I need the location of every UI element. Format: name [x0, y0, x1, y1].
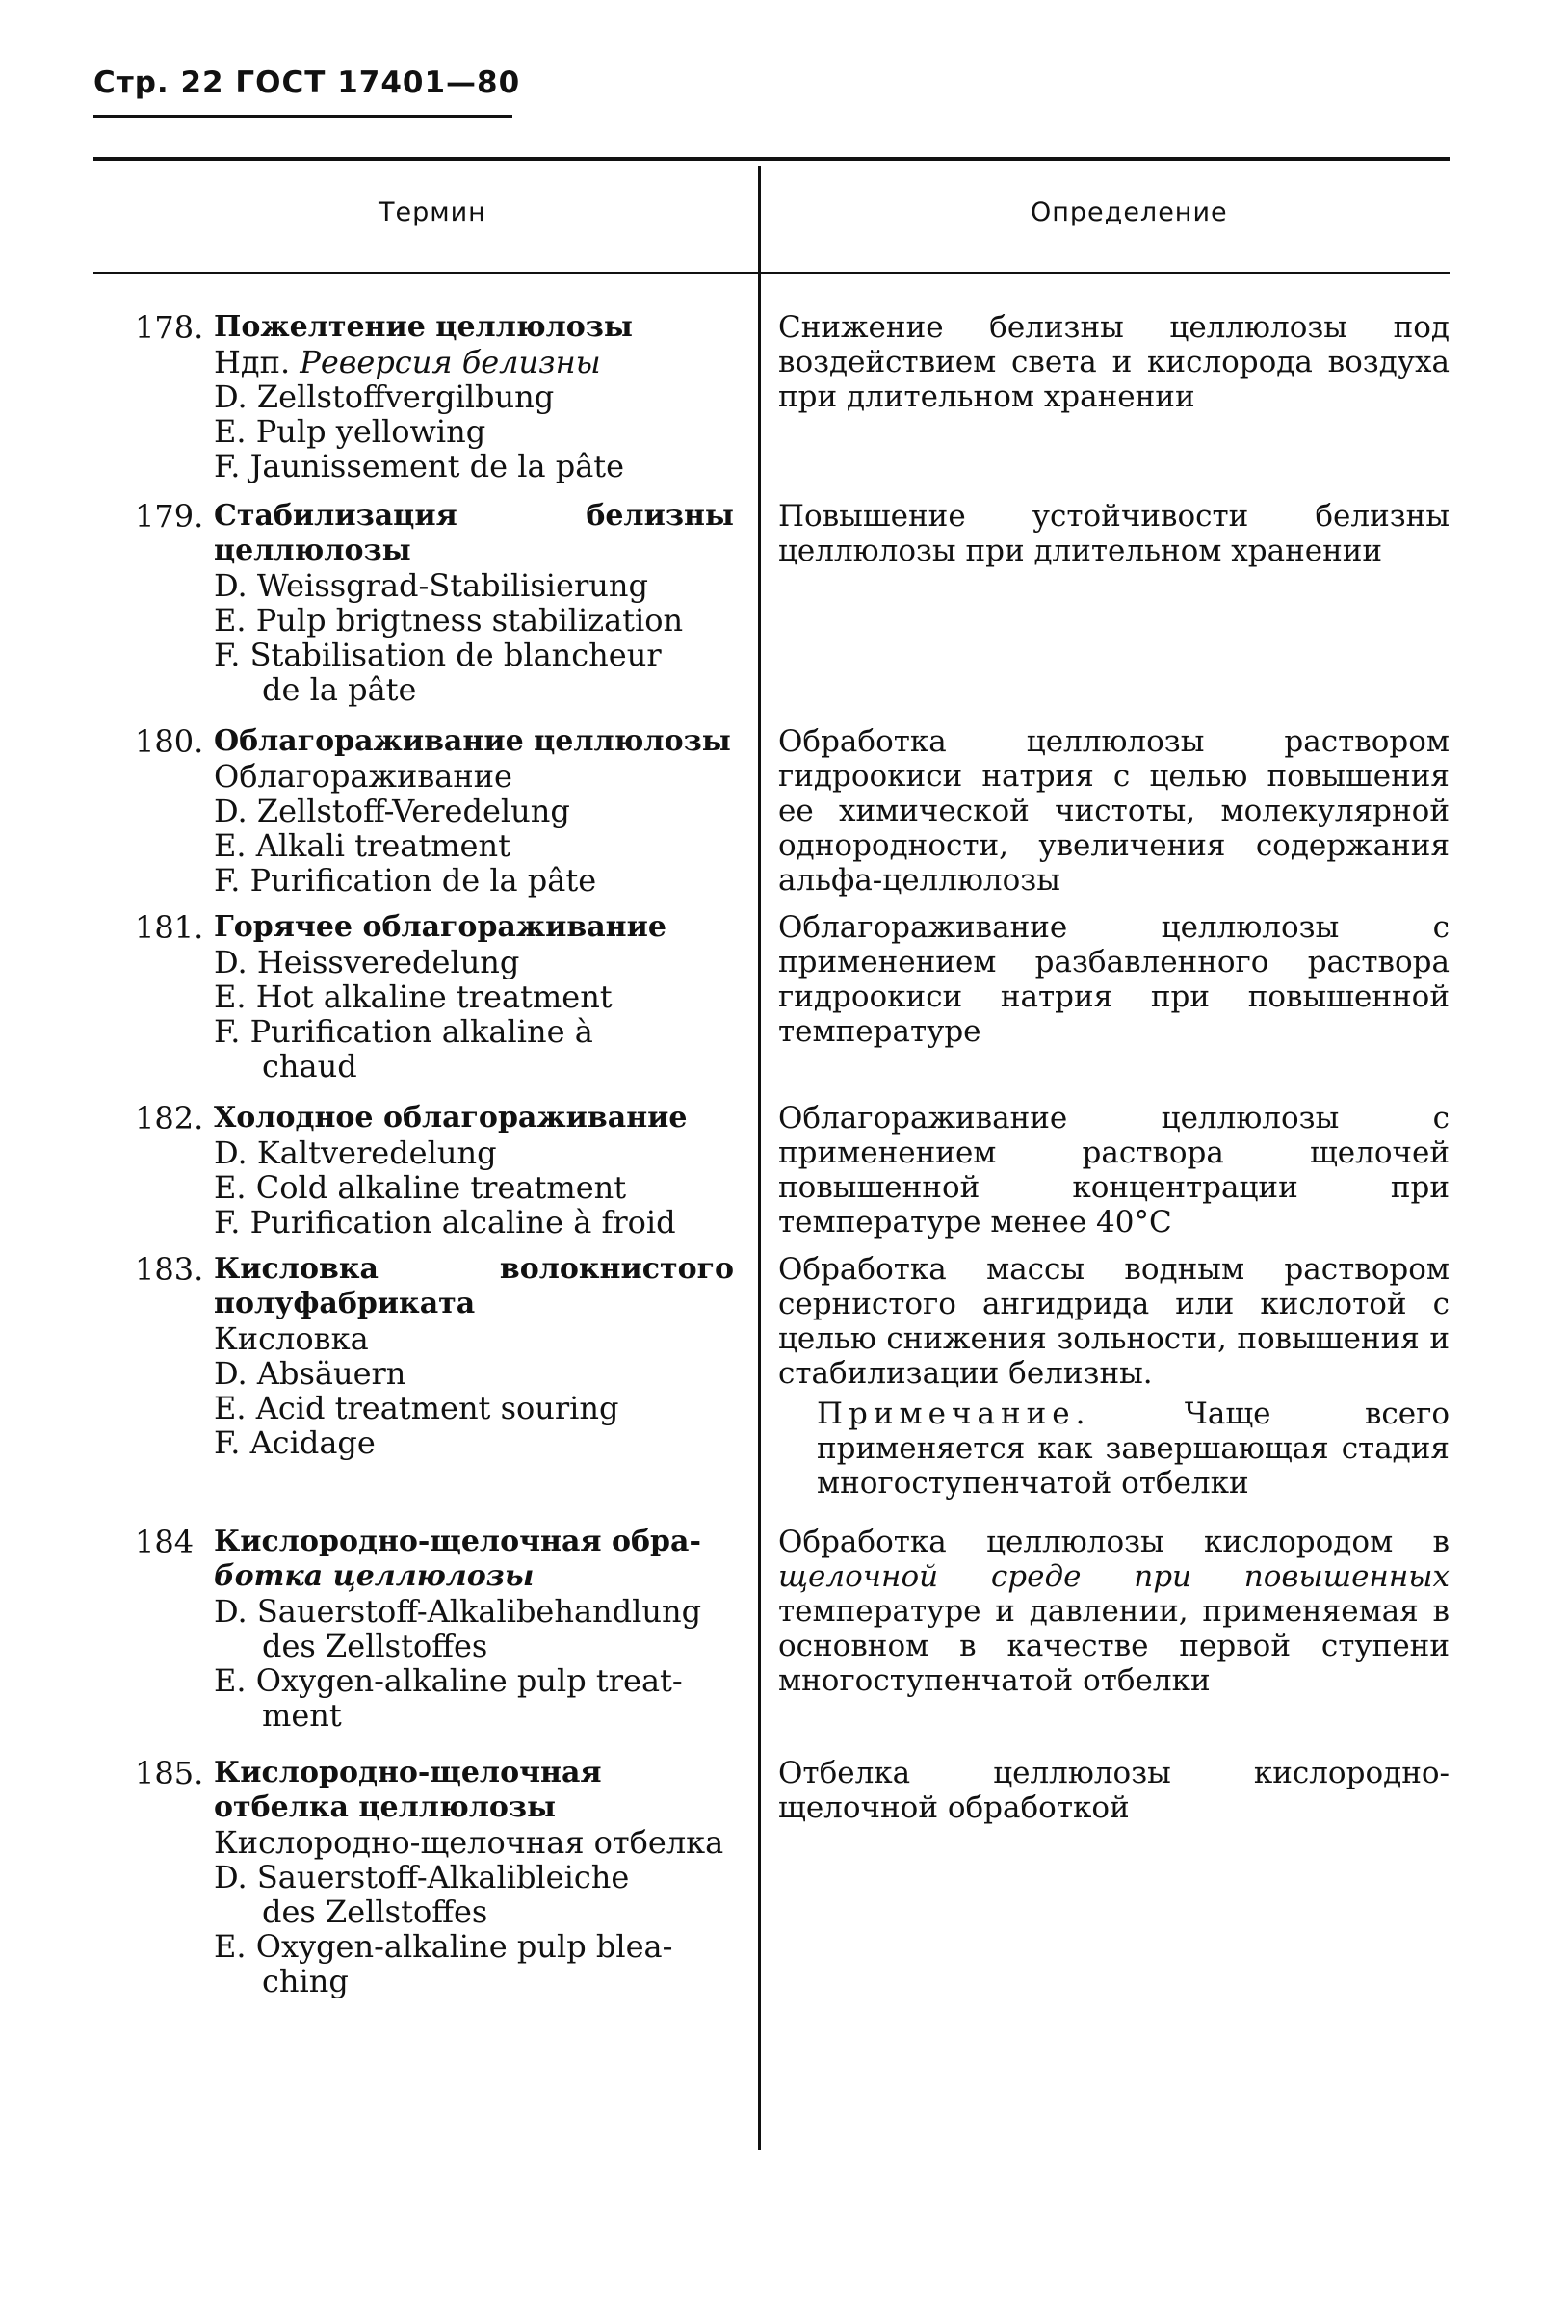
term-entry-184: [135, 1525, 732, 1733]
term-german: D. Sauerstoff-Alkalibehandlung: [214, 1593, 702, 1630]
term-title: Кислородно-щелочная отбелка целлюлозы: [214, 1756, 602, 1824]
term-entry-182: [135, 1101, 732, 1240]
note: [778, 1397, 1450, 1501]
entry-number: 183.: [135, 1251, 204, 1288]
term-english-cont: ment: [262, 1697, 342, 1734]
term-french-cont: chaud: [262, 1048, 357, 1084]
term-german: D. Kaltveredelung: [214, 1135, 497, 1171]
term-title: Горячее облагораживание: [214, 910, 666, 944]
entry-number: 179.: [135, 498, 204, 535]
definition-182: Облагораживание целлюлозы с применением раствора щелочей повышенной концентрации при температуре менее 40°С: [778, 1101, 1450, 1240]
definition-183: [778, 1252, 1450, 1501]
definition-178: Снижение белизны целлюлозы под воздействием света и кислорода воздуха при длительном хранении: [778, 310, 1450, 414]
term-english: E. Oxygen-alkaline pulp treat-: [214, 1662, 683, 1699]
column-divider: [758, 166, 761, 2150]
note-label: Примечание.: [817, 1397, 1091, 1431]
term-english-cont: ching: [262, 1963, 349, 1999]
table-header-rule: [93, 272, 1450, 274]
entry-number: 178.: [135, 309, 204, 346]
term-english: E. Pulp yellowing: [214, 413, 486, 450]
term-synonym: Кисловка: [214, 1320, 369, 1357]
term-french-cont: de la pâte: [262, 671, 417, 708]
entry-number: 184: [135, 1524, 195, 1560]
definition-179: Повышение устойчивости белизны целлюлозы при длительном хранении: [778, 499, 1450, 568]
entry-number: 181.: [135, 909, 204, 946]
term-german: D. Sauerstoff-Alkalibleiche: [214, 1859, 630, 1895]
term-title: Облагораживание целлюлозы: [214, 724, 731, 758]
term-english: E. Alkali treatment: [214, 827, 510, 864]
term-english: E. Acid treatment souring: [214, 1390, 619, 1426]
term-entry-181: [135, 910, 732, 1084]
term-synonym: Облагораживание: [214, 758, 512, 795]
term-synonym: Кислородно-щелочная отбелка: [214, 1824, 724, 1861]
term-title: Кисловка волокнистого полуфабриката: [214, 1252, 734, 1320]
note-text: Чаще всего применяется как завершающая стадия многоступенчатой отбелки: [817, 1397, 1450, 1501]
column-header-definition: Определение: [1031, 197, 1228, 227]
term-french: F. Purification alkaline à: [214, 1013, 593, 1050]
entry-number: 180.: [135, 723, 204, 760]
term-french: F. Purification alcaline à froid: [214, 1204, 676, 1240]
term-entry-178: [135, 310, 732, 483]
term-entry-179: [135, 499, 732, 707]
term-title: Кислородно-щелочная обра-: [214, 1525, 701, 1558]
term-french: F. Purification de la pâte: [214, 862, 597, 899]
term-german-cont: des Zellstoffes: [262, 1628, 488, 1664]
term-entry-183: [135, 1252, 732, 1460]
term-french: F. Acidage: [214, 1424, 376, 1461]
term-german: D. Zellstoff-Veredelung: [214, 793, 570, 829]
term-french: F. Stabilisation de blancheur: [214, 637, 662, 673]
term-title-cont: ботка целлюлозы: [214, 1559, 535, 1593]
term-english: E. Oxygen-alkaline pulp blea-: [214, 1928, 673, 1965]
term-title: Пожелтение целлюлозы: [214, 310, 633, 344]
definition-text: Обработка массы водным раствором сернистого ангидрида или кислотой с целью снижения зольности, повышения и стабилизации белизны.: [778, 1252, 1450, 1391]
deprecated-term: Реверсия белизны: [300, 344, 601, 380]
term-german: D. Zellstoffvergilbung: [214, 379, 555, 415]
term-german: D. Heissveredelung: [214, 944, 520, 980]
term-title: Холодное облагораживание: [214, 1101, 688, 1135]
deprecated-term-line: [214, 345, 732, 379]
entry-number: 182.: [135, 1100, 204, 1136]
definition-185: Отбелка целлюлозы кислородно-щелочной обработкой: [778, 1756, 1450, 1825]
page-header: Стр. 22 ГОСТ 17401—80: [93, 65, 521, 100]
definition-180: Обработка целлюлозы раствором гидроокиси натрия с целью повышения ее химической чистоты, молекулярной однородности, увеличения содержания альфа-целлюлозы: [778, 724, 1450, 898]
term-english: E. Cold alkaline treatment: [214, 1169, 627, 1206]
term-german-cont: des Zellstoffes: [262, 1893, 488, 1930]
entry-number: 185.: [135, 1755, 204, 1791]
definition-184: [778, 1525, 1450, 1698]
definition-text-cont: температуре и давлении, применяемая в основном в качестве первой ступени многоступенчатой отбелки: [778, 1594, 1450, 1698]
term-english: E. Pulp brigtness stabilization: [214, 602, 684, 639]
term-entry-180: [135, 724, 732, 898]
term-english: E. Hot alkaline treatment: [214, 979, 613, 1015]
term-french: F. Jaunissement de la pâte: [214, 448, 625, 484]
definition-181: Облагораживание целлюлозы с применением разбавленного раствора гидроокиси натрия при повышенной температуре: [778, 910, 1450, 1049]
term-entry-185: [135, 1756, 732, 1998]
definition-text-italic: щелочной среде при повышенных: [778, 1559, 1450, 1594]
deprecated-label: Ндп.: [214, 344, 291, 380]
term-german: D. Absäuern: [214, 1355, 406, 1392]
column-header-term: Термин: [379, 197, 486, 227]
term-german: D. Weissgrad-Stabilisierung: [214, 567, 648, 604]
definition-text: Обработка целлюлозы кислородом в: [778, 1525, 1450, 1559]
header-underline: [93, 115, 512, 118]
term-title: Стабилизация белизны целлюлозы: [214, 499, 734, 567]
table-top-rule: [93, 157, 1450, 161]
